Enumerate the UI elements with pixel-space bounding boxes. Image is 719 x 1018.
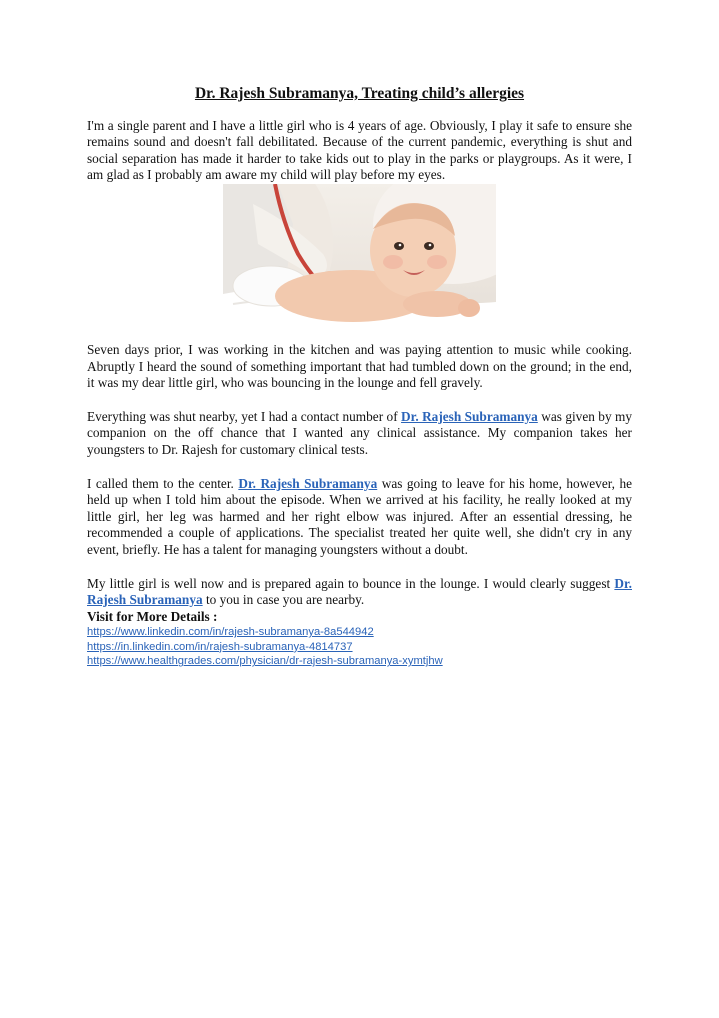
paragraph-visit [87,476,632,559]
photo-container [87,184,632,336]
document-body [87,86,632,669]
page-title: Dr. Rajesh Subramanya, Treating child’s allergies [194,85,525,102]
paragraph-contact-text-start: Everything was shut nearby, yet I had a contact number of [87,408,402,424]
linkedin-link-2[interactable]: https://in.linkedin.com/in/rajesh-subramanya-4814737 [87,640,353,653]
linkedin-link-1[interactable]: https://www.linkedin.com/in/rajesh-subramanya-8a544942 [87,626,374,639]
baby-photo-illustration [223,184,496,336]
paragraph-visit-text-start: I called them to the center. [87,475,239,491]
paragraph-contact-text-end: was given by my companion on the off chance that I wanted any clinical assistance. My companion takes her youngsters to Dr. Rajesh for customary clinical tests. [87,408,633,457]
healthgrades-link[interactable]: https://www.healthgrades.com/physician/dr-rajesh-subramanya-xymtjhw [87,655,443,668]
baby-checkup-photo [223,184,496,336]
paragraph-contact [87,409,632,459]
doctor-name-link[interactable]: Dr. Rajesh Subramanya [238,475,378,491]
doctor-name-link[interactable]: Dr. Rajesh Subramanya [87,575,632,608]
paragraph-intro: I'm a single parent and I have a little girl who is 4 years of age. Obviously, I play it safe to ensure she remains sound and doesn't fall debilitated. Because of the current pandemic, everything is shut and social separation has made it harder to take kids out to play in the parks or playgroups. As it were, I am glad as I probably am aware my child will play before my eyes. [87,117,632,183]
paragraph-accident: Seven days prior, I was working in the kitchen and was paying attention to music while cooking. Abruptly I heard the sound of something important that had tumbled down on the ground; in the end, it was my dear little girl, who was bouncing in the lounge and fell gravely. [87,341,632,391]
paragraph-recommendation [87,576,632,609]
paragraph-recommendation-text-end: to you in case you are nearby. [202,592,365,608]
more-details-heading: Visit for More Details : [87,608,218,624]
paragraph-visit-text-end: was going to leave for his home, however, he held up when I told him about the episode. When we arrived at his facility, he really looked at my little girl, her leg was harmed and her right elbow was injured. After an essential dressing, he recommended a couple of applications. The specialist treated her quite well, she didn't cry in any event, briefly. He has a talent for managing youngsters without a doubt. [87,475,632,557]
paragraph-recommendation-text-start: My little girl is well now and is prepared again to bounce in the lounge. I would clearly suggest [87,575,615,591]
doctor-name-link[interactable]: Dr. Rajesh Subramanya [401,408,538,424]
reference-links [87,625,632,669]
